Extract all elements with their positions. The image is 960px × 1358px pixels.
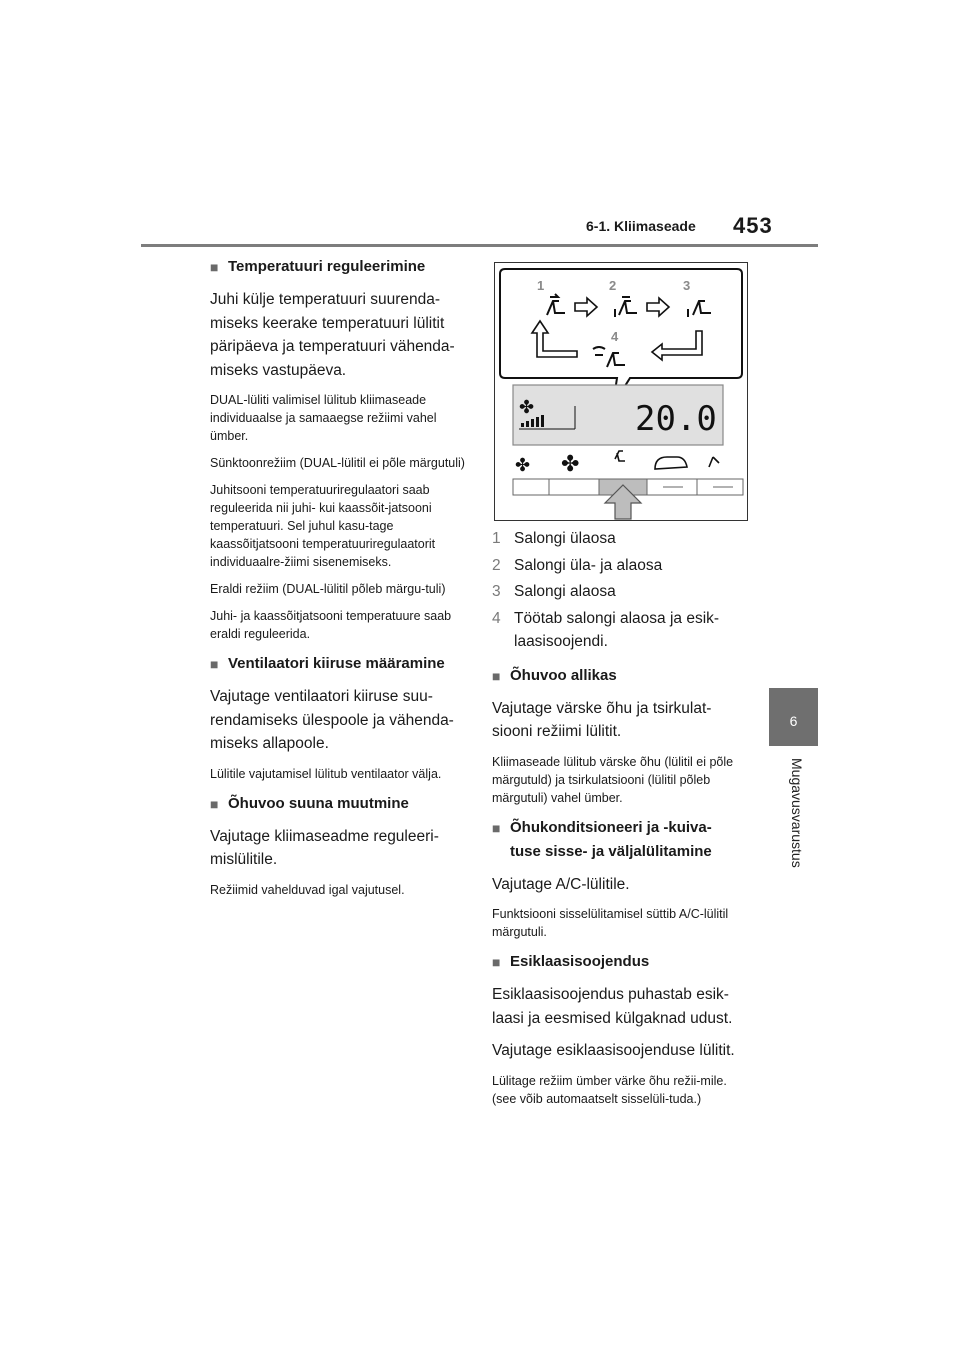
- heading-airflow: [210, 792, 468, 816]
- recirculation-icon: [655, 457, 687, 469]
- bullet-square-icon: ■: [492, 819, 501, 836]
- note: Juhi- ja kaassõitjatsooni temperatuure saab eraldi reguleerida.: [210, 609, 452, 641]
- list-item: [492, 580, 750, 604]
- fan-icon: ✤: [519, 397, 535, 418]
- paragraph: Vajutage ventilaatori kiiruse suu-rendamiseks ülespoole ja vähenda-miseks allapoole.: [210, 688, 454, 752]
- note: Eraldi režiim (DUAL-lülitil põleb märgu-tuli): [210, 582, 446, 596]
- item-text: Salongi üla- ja alaosa: [514, 556, 663, 574]
- heading-temperature: [210, 255, 468, 279]
- bullet-square-icon: ■: [210, 656, 219, 672]
- heading-text: Õhuvoo suuna muutmine: [228, 794, 409, 812]
- paragraph: Vajutage kliimaseadme reguleeri-mislülitile.: [210, 827, 439, 868]
- list-item: [492, 527, 750, 551]
- chapter-label: Mugavusvarustus: [789, 758, 805, 868]
- heading-text: Õhuvoo allikas: [510, 666, 617, 684]
- mode-number-4: 4: [611, 329, 619, 344]
- heading-text: Esiklaasisoojendus: [510, 953, 650, 970]
- mode-list: [492, 527, 750, 654]
- paragraph: Vajutage A/C-lülitile.: [492, 875, 630, 893]
- item-number: 1: [492, 530, 501, 547]
- paragraph: Vajutage värske õhu ja tsirkulat-siooni režiimi lülitit.: [492, 699, 712, 740]
- bullet-square-icon: ■: [210, 259, 219, 275]
- paragraph: Vajutage esiklaasisoojenduse lülitit.: [492, 1042, 735, 1059]
- climate-panel-drawing: [495, 263, 747, 520]
- heading-text: Õhukonditsioneeri ja -kuiva-: [510, 818, 712, 836]
- heading-text: tuse sisse- ja väljalülitamine: [510, 842, 712, 860]
- section-title: 6-1. Kliimaseade: [586, 218, 696, 234]
- bullet-square-icon: ■: [492, 954, 501, 970]
- mode-icon: [615, 451, 625, 461]
- item-text: Salongi ülaosa: [514, 530, 616, 547]
- note: Funktsiooni sisselülitamisel süttib A/C-lülitil märgutuli.: [492, 907, 729, 939]
- item-text: Töötab salongi alaosa ja esik-laasisoojendi.: [514, 609, 720, 650]
- heading-defrost: [492, 950, 750, 974]
- note: Sünktoonrežiim (DUAL-lülitil ei põle märgutuli): [210, 456, 465, 470]
- header-rule: [141, 244, 818, 247]
- fan-up-icon: ✤: [561, 452, 580, 477]
- item-text: Salongi alaosa: [514, 583, 616, 600]
- mode-number-3: 3: [683, 278, 691, 293]
- temperature-readout: 20.0: [635, 399, 717, 439]
- paragraph: Juhi külje temperatuuri suurenda-miseks keerake temperatuuri lülitit päripäeva ja temperatuuri vähenda-miseks vastupäeva.: [210, 291, 455, 379]
- list-item: [492, 554, 750, 578]
- note: Lülitile vajutamisel lülitub ventilaator välja.: [210, 766, 442, 781]
- bullet-square-icon: ■: [210, 795, 219, 812]
- mode-number-1: 1: [537, 278, 545, 293]
- note: DUAL-lüliti valimisel lülitub kliimaseade individuaalse ja samaaegse režiimi vahel ümber.: [210, 393, 437, 443]
- heading-text: Ventilaatori kiiruse määramine: [228, 655, 445, 672]
- note: Režiimid vahelduvad igal vajutusel.: [210, 882, 405, 897]
- defrost-icon: [709, 457, 719, 467]
- item-number: 3: [492, 583, 501, 600]
- heading-ac: [492, 816, 750, 864]
- climate-panel-illustration: [494, 262, 748, 521]
- item-number: 2: [492, 556, 501, 574]
- heading-fan-speed: [210, 652, 468, 676]
- right-column: [492, 527, 750, 1117]
- note: Kliimaseade lülitub värske õhu (lülitil ei põle märgutuld) ja tsirkulatsiooni (lülitil põleb märgutuli) vahel ümber.: [492, 754, 734, 805]
- list-item: [492, 607, 750, 654]
- fan-down-icon: ✤: [515, 455, 531, 476]
- heading-text: Temperatuuri reguleerimine: [228, 258, 426, 275]
- item-number: 4: [492, 609, 501, 627]
- bullet-square-icon: ■: [492, 667, 501, 684]
- note: Lülitage režiim ümber värke õhu režii-mile. (see võib automaatselt sisselüli-tuda.): [492, 1073, 727, 1106]
- note: Juhitsooni temperatuuriregulaatori saab reguleerida nii juhi- kui kaassõit-jatsooni temperatuuri. Sel juhul kasu-tage kaassõitjatsooni temperatuuriregulaatorit individuaalre-žiimi sisenemiseks.: [210, 483, 436, 569]
- chapter-tab: 6: [769, 688, 818, 746]
- paragraph: Esiklaasisoojendus puhastab esik-laasi ja eesmised külgaknad udust.: [492, 986, 733, 1027]
- page-number: 453: [733, 213, 773, 238]
- heading-air-source: [492, 664, 750, 688]
- mode-number-2: 2: [609, 278, 617, 293]
- left-column: [210, 255, 468, 908]
